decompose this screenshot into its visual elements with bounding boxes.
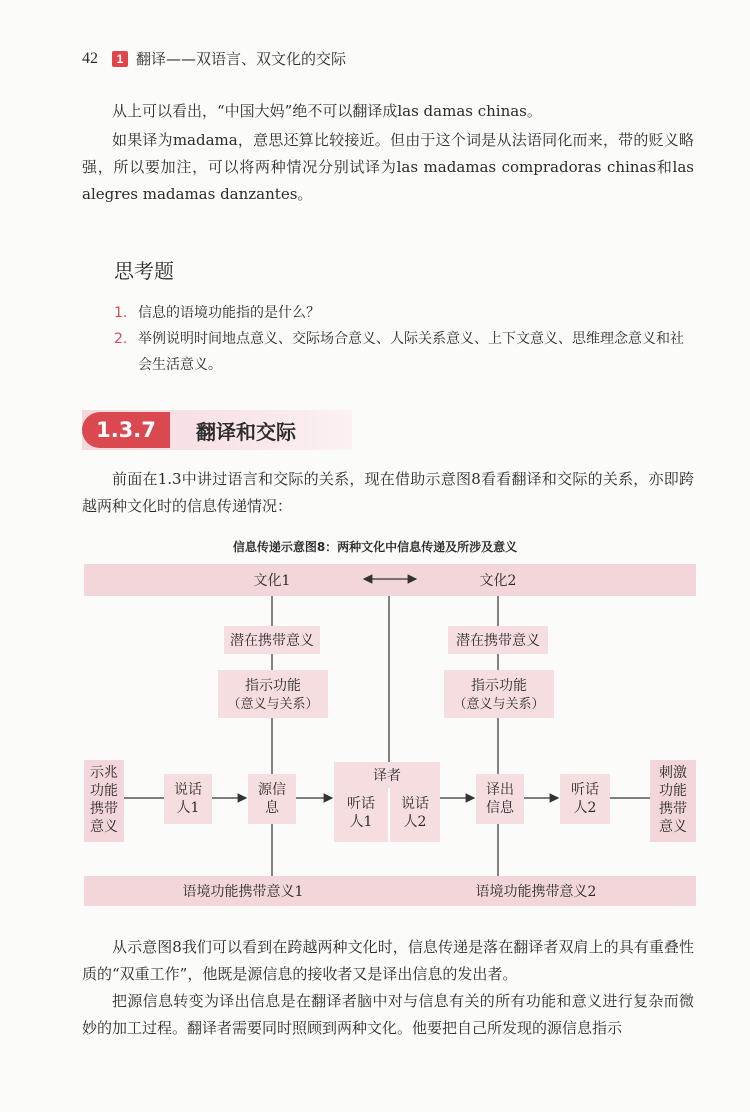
stimulus-line-4: 意义 bbox=[659, 819, 687, 835]
indicative-function-1: 指示功能 bbox=[245, 678, 301, 694]
listener-1-line-1: 听话 bbox=[347, 796, 375, 812]
question-text: 举例说明时间地点意义、交际场合意义、人际关系意义、上下文意义、思维理念意义和社会生活意义。 bbox=[138, 331, 684, 373]
speaker-2-line-1: 说话 bbox=[401, 796, 429, 812]
listener-1-line-2: 人1 bbox=[349, 814, 373, 830]
context-band bbox=[84, 876, 696, 906]
diagram-title: 信息传递示意图8：两种文化中信息传递及所涉及意义 bbox=[232, 540, 518, 554]
context-meaning-2: 语境功能携带意义2 bbox=[475, 884, 597, 900]
latent-meaning-1: 潜在携带意义 bbox=[230, 633, 314, 649]
context-meaning-1: 语境功能携带意义1 bbox=[182, 884, 304, 900]
indicative-function-1-sub: （意义与关系） bbox=[227, 697, 319, 712]
paragraph-3: 从示意图8我们可以看到在跨越两种文化时，信息传递是落在翻译者双肩上的具有重叠性质的“双重工作”，他既是源信息的接收者又是译出信息的发出者。 bbox=[82, 938, 694, 983]
output-line-1: 译出 bbox=[486, 782, 514, 798]
questions-heading: 思考题 bbox=[114, 259, 174, 283]
intro-paragraph: 前面在1.3中讲过语言和交际的关系，现在借助示意图8看看翻译和交际的关系，亦即跨越两种文化时的信息传递情况： bbox=[82, 470, 694, 515]
culture-2-label: 文化2 bbox=[479, 573, 517, 589]
signal-line-1: 示兆 bbox=[90, 765, 118, 781]
stimulus-line-3: 携带 bbox=[659, 801, 687, 817]
signal-line-2: 功能 bbox=[90, 783, 118, 799]
page-number: 42 bbox=[82, 49, 98, 67]
source-line-1: 源信 bbox=[258, 782, 286, 798]
signal-line-3: 携带 bbox=[90, 801, 118, 817]
question-number: 1. bbox=[114, 305, 128, 321]
translator-label: 译者 bbox=[373, 768, 401, 784]
stimulus-line-1: 刺激 bbox=[659, 765, 687, 781]
question-text: 信息的语境功能指的是什么？ bbox=[138, 305, 320, 321]
speaker-1-line-1: 说话 bbox=[174, 782, 202, 798]
section-title: 翻译和交际 bbox=[196, 420, 296, 444]
question-number: 2. bbox=[114, 331, 128, 347]
chapter-title: 翻译——双语言、双文化的交际 bbox=[136, 50, 347, 68]
paragraph-2: 如果译为madama，意思还算比较接近。但由于这个词是从法语同化而来，带的贬义略强，所以要加注，可以将两种情况分别试译为las madamas compradoras chinas和las alegres madamas danzantes。 bbox=[82, 131, 694, 203]
culture-band bbox=[84, 564, 696, 596]
section-number: 1.3.7 bbox=[82, 412, 170, 448]
stimulus-line-2: 功能 bbox=[659, 783, 687, 799]
indicative-function-2-sub: （意义与关系） bbox=[453, 697, 545, 712]
speaker-2-line-2: 人2 bbox=[403, 814, 427, 830]
culture-1-label: 文化1 bbox=[253, 573, 291, 589]
output-line-2: 信息 bbox=[486, 800, 514, 816]
listener-2-line-1: 听话 bbox=[571, 782, 599, 798]
indicative-function-2: 指示功能 bbox=[471, 678, 527, 694]
listener-2-line-2: 人2 bbox=[573, 800, 597, 816]
latent-meaning-2: 潜在携带意义 bbox=[456, 633, 540, 649]
paragraph-1: 从上可以看出，“中国大妈”绝不可以翻译成las damas chinas。 bbox=[112, 102, 542, 120]
source-line-2: 息 bbox=[265, 800, 279, 816]
speaker-1-line-2: 人1 bbox=[176, 800, 200, 816]
paragraph-4: 把源信息转变为译出信息是在翻译者脑中对与信息有关的所有功能和意义进行复杂而微妙的加工过程。翻译者需要同时照顾到两种文化。他要把自己所发现的源信息指示 bbox=[82, 992, 694, 1037]
chapter-badge: 1 bbox=[112, 51, 128, 67]
signal-line-4: 意义 bbox=[90, 819, 118, 835]
